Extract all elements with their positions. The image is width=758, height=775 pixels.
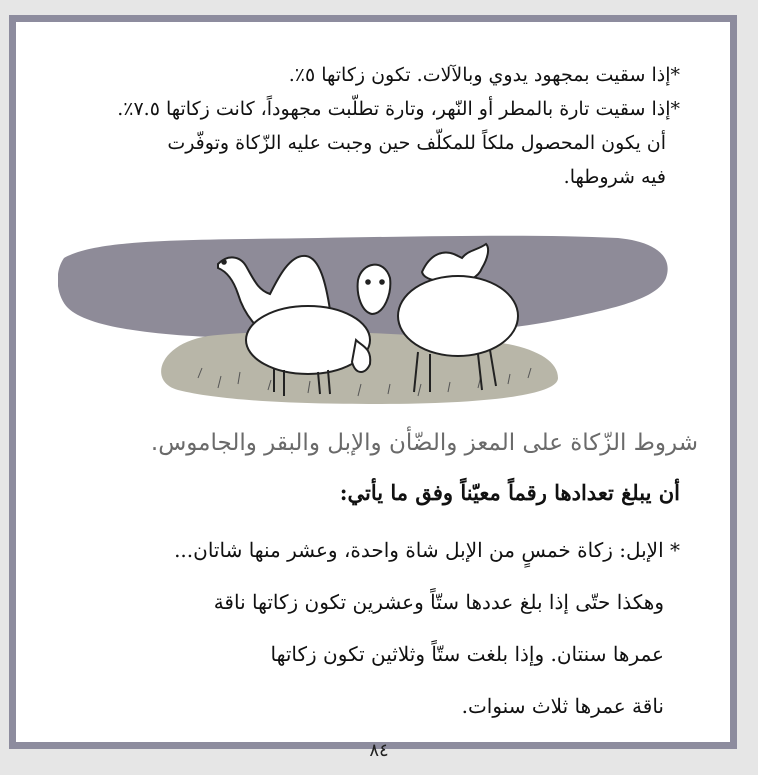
text-line: وهكذا حتّى إذا بلغ عددها ستّاً وعشرين تكون زكاتها ناقة	[213, 590, 664, 614]
text-line: ناقة عمرها ثلاث سنوات.	[461, 694, 664, 718]
page-number: ٨٤	[369, 740, 389, 761]
zakat-irrigation-paragraph	[80, 58, 680, 194]
text-line: عمرها سنتان. وإذا بلغت ستّاً وثلاثين تكون زكاتها	[270, 642, 664, 666]
camel-zakat-paragraph	[60, 524, 680, 732]
text-line: *إذا سقيت بمجهود يدوي وبالآلات. تكون زكاتها ٥٪.	[288, 64, 680, 86]
text-line: * الإبل: زكاة خمسٍ من الإبل شاة واحدة، وعشر منها شاتان...	[174, 538, 680, 562]
section-heading: شروط الزّكاة على المعز والضّأن والإبل والبقر والجاموس.	[150, 430, 698, 456]
text-line: فيه شروطها.	[563, 166, 666, 188]
livestock-illustration	[58, 228, 670, 408]
text-line: *إذا سقيت تارة بالمطر أو النّهر، وتارة تطلّبت مجهوداً، كانت زكاتها ٧.٥٪.	[117, 98, 680, 120]
subheading: أن يبلغ تعدادها رقماً معيّناً وفق ما يأتي:	[339, 480, 680, 505]
text-line: أن يكون المحصول ملكاً للمكلّف حين وجبت عليه الزّكاة وتوفّرت	[167, 132, 666, 154]
